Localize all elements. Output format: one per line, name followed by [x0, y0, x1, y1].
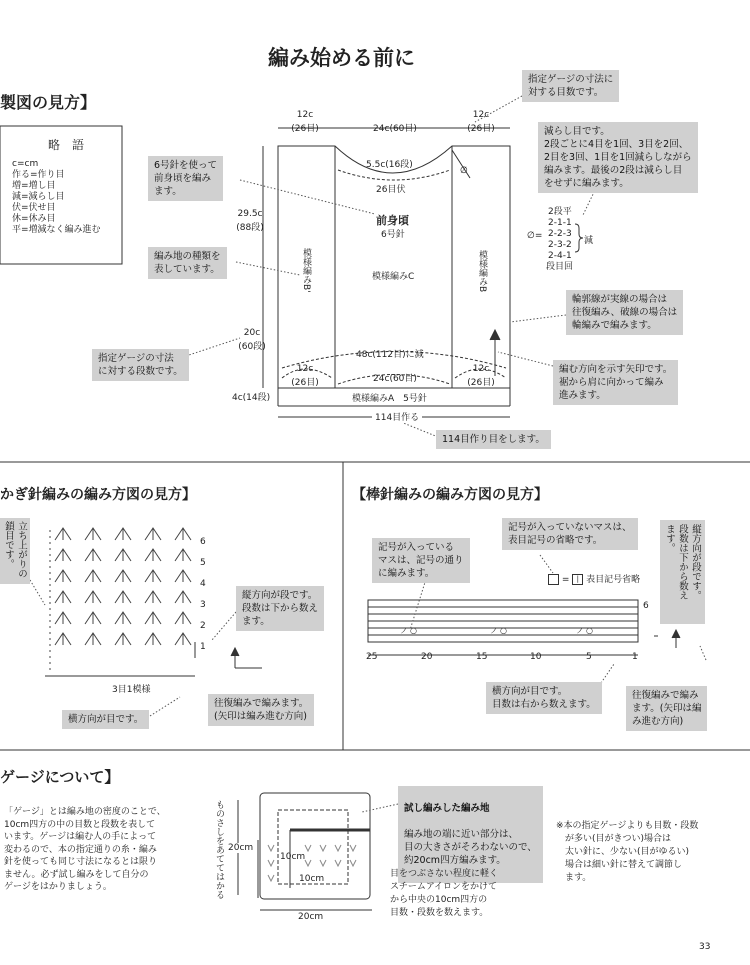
height3: 4c(14段)	[232, 393, 271, 403]
gauge-body: 「ゲージ」とは編み地の密度のことで、 10cm四方の中の目数と段数を表して います。ゲージは編む人の手によって 変わるので、本の指定通りの糸・編み 針を使っても同じ寸法になるとは限り ません。必ず試し編みをして自分の ゲージをはかりましょう。	[4, 807, 166, 892]
note-crochet-cols: 横方向が目です。	[62, 710, 149, 729]
abbrev-item: 減=減らし目	[12, 192, 65, 202]
col-num: 1	[632, 652, 638, 662]
top-right-sts: (26目)	[467, 124, 495, 134]
note-cast-on: 114目作り目をします。	[436, 430, 551, 449]
knit-chart-row-label: 6	[643, 601, 649, 611]
formula-bottom: 段目回	[546, 262, 574, 272]
section3-title: 【棒針編みの編み方図の見方】	[352, 487, 548, 503]
swatch-title: 試し編みした編み地	[404, 803, 490, 814]
side-pattern-right: 模様編みB	[477, 250, 487, 293]
bottom-right-cm: 12c	[472, 364, 490, 374]
formula-row: 2-3-2	[548, 240, 572, 250]
cast-on-label: 114目作る	[372, 410, 422, 423]
height1-rows: (88段)	[236, 223, 264, 233]
decrease-label: 48c(112目)に減	[356, 350, 424, 360]
abbreviation-box	[12, 136, 120, 236]
svg-text:ノ: ノ	[400, 626, 408, 635]
svg-text:○: ○	[410, 626, 417, 635]
svg-text:ノ: ノ	[576, 626, 584, 635]
col-num: 5	[586, 652, 592, 662]
abbrev-item: c=cm	[12, 159, 39, 169]
dim-10-a: 10cm	[280, 852, 306, 862]
legend-empty-square	[548, 574, 559, 585]
bottom-mid: 24c(60目)	[373, 374, 417, 384]
side-pattern-left: 模様編みB'	[301, 248, 311, 293]
formula-top: 2段平	[548, 207, 572, 217]
row-num: 2	[200, 621, 206, 631]
knit-col-numbers	[366, 652, 646, 664]
page-number: 33	[699, 942, 711, 952]
footnote: ※本の指定ゲージよりも目数・段数 が多い(目がきつい)場合は 太い針に、少ない(目がゆるい) 場合は細い針に替えて調節し ます。	[556, 821, 699, 883]
note-gauge-row: 指定ゲージの寸法 に対する段数です。	[92, 349, 189, 381]
swatch-body: 編み地の端に近い部分は、 目の大きさがそろわないので、 約20cm四方編みます。	[404, 829, 537, 866]
note-knit-symbol: 記号が入っている マスは、記号の通り に編みます。	[372, 538, 470, 583]
abbrev-item: 平=増減なく編み進む	[12, 225, 101, 235]
note-crochet-rows: 縦方向が段です。 段数は下から数え ます。	[236, 586, 324, 631]
formula-row: 2-4-1	[548, 251, 572, 261]
svg-text:ノ: ノ	[490, 626, 498, 635]
col-num: 10	[530, 652, 542, 662]
col-num: 15	[476, 652, 488, 662]
bottom-left-cm: 12c	[296, 364, 314, 374]
top-left-cm: 12c	[296, 110, 314, 120]
legend: = | 表目記号省略	[548, 574, 640, 586]
formula-suffix: 減	[584, 236, 594, 246]
center-pattern: 模様編みC	[372, 272, 415, 282]
svg-text:○: ○	[586, 626, 593, 635]
formula-row: 2-2-3	[548, 229, 572, 239]
col-num: 25	[366, 652, 378, 662]
abbrev-item: 増=増し目	[12, 181, 56, 191]
svg-text:○: ○	[500, 626, 507, 635]
phi-symbol: ∅	[460, 166, 468, 176]
bottom-left-sts: (26目)	[291, 378, 319, 388]
row-num: 1	[200, 642, 206, 652]
neck-rows: 5.5c(16段)	[366, 160, 413, 170]
legend-knit-square: |	[572, 574, 583, 585]
dim-20-bottom: 20cm	[298, 912, 324, 922]
note-outline: 輪郭線が実線の場合は 往復編み、破線の場合は 輪編みで編みます。	[566, 290, 683, 335]
note-crochet-round: 往復編みで編みます。 (矢印は編み進む方向)	[208, 694, 314, 726]
ruler-note: ものさしをあててはかる	[214, 800, 224, 899]
rib-label: 模様編みA 5号針	[352, 394, 427, 404]
formula-row: 2-1-1	[548, 218, 572, 228]
formula-prefix: ∅=	[527, 231, 543, 241]
note-chain: 立ち上がりの 鎖目です。	[0, 518, 30, 584]
section2-title: かぎ針編みの編み方図の見方】	[0, 487, 196, 503]
abbrev-item: 休=休み目	[12, 214, 56, 224]
note-knit-rows: 縦方向が段です。 段数は下から数え ます。	[660, 520, 705, 624]
crochet-repeat: 3目1模様	[112, 685, 151, 695]
steam-note: 目をつぶさない程度に軽く スチームアイロンをかけて から中央の10cm四方の 目数・段数を数えます。	[390, 869, 499, 918]
top-mid: 24c(60目)	[373, 124, 417, 134]
section4-title: ゲージについて】	[0, 768, 120, 786]
note-gauge-stitch: 指定ゲージの寸法に 対する目数です。	[522, 70, 619, 102]
note-needle: 6号針を使って 前身頃を編み ます。	[148, 156, 223, 201]
row-num: 3	[200, 600, 206, 610]
bottom-right-sts: (26目)	[467, 378, 495, 388]
decrease-formula	[540, 207, 573, 273]
height2-rows: (60段)	[238, 342, 266, 352]
top-right-cm: 12c	[472, 110, 490, 120]
page-title: 編み始める前に	[268, 45, 415, 70]
col-num: 20	[421, 652, 433, 662]
dim-10-b: 10cm	[299, 874, 325, 884]
neck-bindoff: 26目伏	[376, 185, 406, 195]
height2-cm: 20c	[243, 328, 261, 338]
note-arrow: 編む方向を示す矢印です。 裾から肩に向かって編み 進みます。	[553, 360, 678, 405]
top-left-sts: (26目)	[291, 124, 319, 134]
note-knit-cols: 横方向が目です。 目数は右から数えます。	[486, 682, 602, 714]
body-title: 前身頃	[376, 214, 409, 227]
row-num: 5	[200, 558, 206, 568]
note-fabric: 編み地の種類を 表しています。	[148, 247, 227, 279]
row-num: 6	[200, 537, 206, 547]
note-knit-empty: 記号が入っていないマスは、 表目記号の省略です。	[502, 518, 638, 550]
needle-size: 6号針	[381, 230, 405, 240]
crochet-row-numbers	[200, 537, 206, 663]
abbrev-item: 伏=伏せ目	[12, 203, 56, 213]
section1-title: 製図の見方】	[0, 93, 97, 112]
abbrev-item: 作る=作り目	[12, 170, 65, 180]
note-knit-round: 往復編みで編み ます。(矢印は編 み進む方向)	[626, 686, 707, 731]
row-num: 4	[200, 579, 206, 589]
abbreviation-title: 略 語	[47, 138, 84, 152]
height1-cm: 29.5c	[237, 209, 263, 219]
dim-20-left: 20cm	[228, 843, 254, 853]
legend-label: 表目記号省略	[586, 575, 641, 585]
note-decrease: 減らし目です。 2段ごとに4目を1回、3目を2回、 2目を3回、1目を1回減らしながら 編みます。最後の2段は減らし目 をせずに編みます。	[538, 122, 698, 193]
